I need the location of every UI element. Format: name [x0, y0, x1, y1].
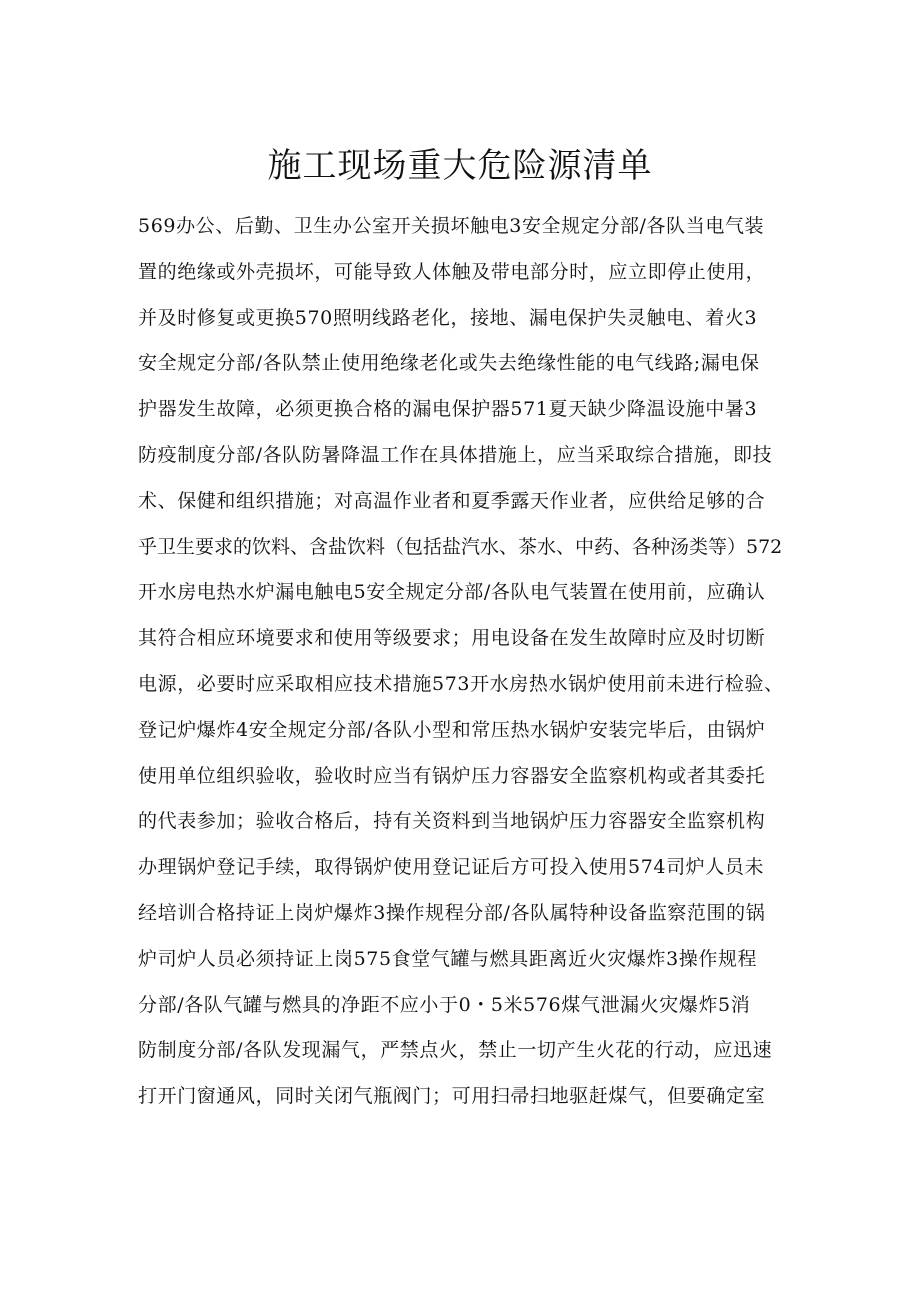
document-title: 施工现场重大危险源清单	[267, 146, 653, 186]
body-line: 电源，必要时应采取相应技术措施573开水房热水锅炉使用前未进行检验、	[138, 672, 784, 695]
body-line: 打开门窗通风，同时关闭气瓶阀门；可用扫帚扫地驱赶煤气，但要确定室	[138, 1085, 766, 1108]
body-line: 炉司炉人员必须持证上岗575食堂气罐与燃具距离近火灾爆炸3操作规程	[138, 947, 758, 970]
body-line: 登记炉爆炸4安全规定分部/各队小型和常压热水锅炉安装完毕后，由锅炉	[138, 718, 766, 741]
body-line: 569办公、后勤、卫生办公室开关损坏触电3安全规定分部/各队当电气装	[138, 215, 765, 237]
body-line: 办理锅炉登记手续，取得锅炉使用登记证后方可投入使用574司炉人员未	[138, 856, 765, 879]
body-line: 的代表参加；验收合格后，持有关资料到当地锅炉压力容器安全监察机构	[138, 810, 766, 833]
document-body	[138, 204, 798, 1120]
body-line: 护器发生故障，必须更换合格的漏电保护器571夏天缺少降温设施中暑3	[138, 398, 758, 421]
body-line: 置的绝缘或外壳损坏，可能导致人体触及带电部分时，应立即停止使用，	[138, 260, 766, 283]
body-line: 防疫制度分部/各队防暑降温工作在具体措施上，应当采取综合措施，即技	[138, 443, 773, 466]
body-line: 经培训合格持证上岗炉爆炸3操作规程分部/各队属特种设备监察范围的锅	[138, 901, 766, 924]
body-line: 开水房电热水炉漏电触电5安全规定分部/各队电气装置在使用前，应确认	[138, 581, 766, 604]
body-line: 防制度分部/各队发现漏气，严禁点火，禁止一切产生火花的行动，应迅速	[138, 1039, 773, 1062]
body-line: 术、保健和组织措施；对高温作业者和夏季露天作业者，应供给足够的合	[138, 489, 766, 512]
body-line: 乎卫生要求的饮料、含盐饮料（包括盐汽水、茶水、中药、各种汤类等）572	[138, 535, 783, 558]
body-line: 安全规定分部/各队禁止使用绝缘老化或失去绝缘性能的电气线路;漏电保	[138, 352, 760, 375]
body-line: 其符合相应环境要求和使用等级要求；用电设备在发生故障时应及时切断	[138, 627, 766, 650]
body-line: 并及时修复或更换570照明线路老化，接地、漏电保护失灵触电、着火3	[138, 306, 758, 329]
body-line: 使用单位组织验收，验收时应当有锅炉压力容器安全监察机构或者其委托	[138, 764, 766, 787]
body-line: 分部/各队气罐与燃具的净距不应小于0・5米576煤气泄漏火灾爆炸5消	[138, 993, 751, 1016]
